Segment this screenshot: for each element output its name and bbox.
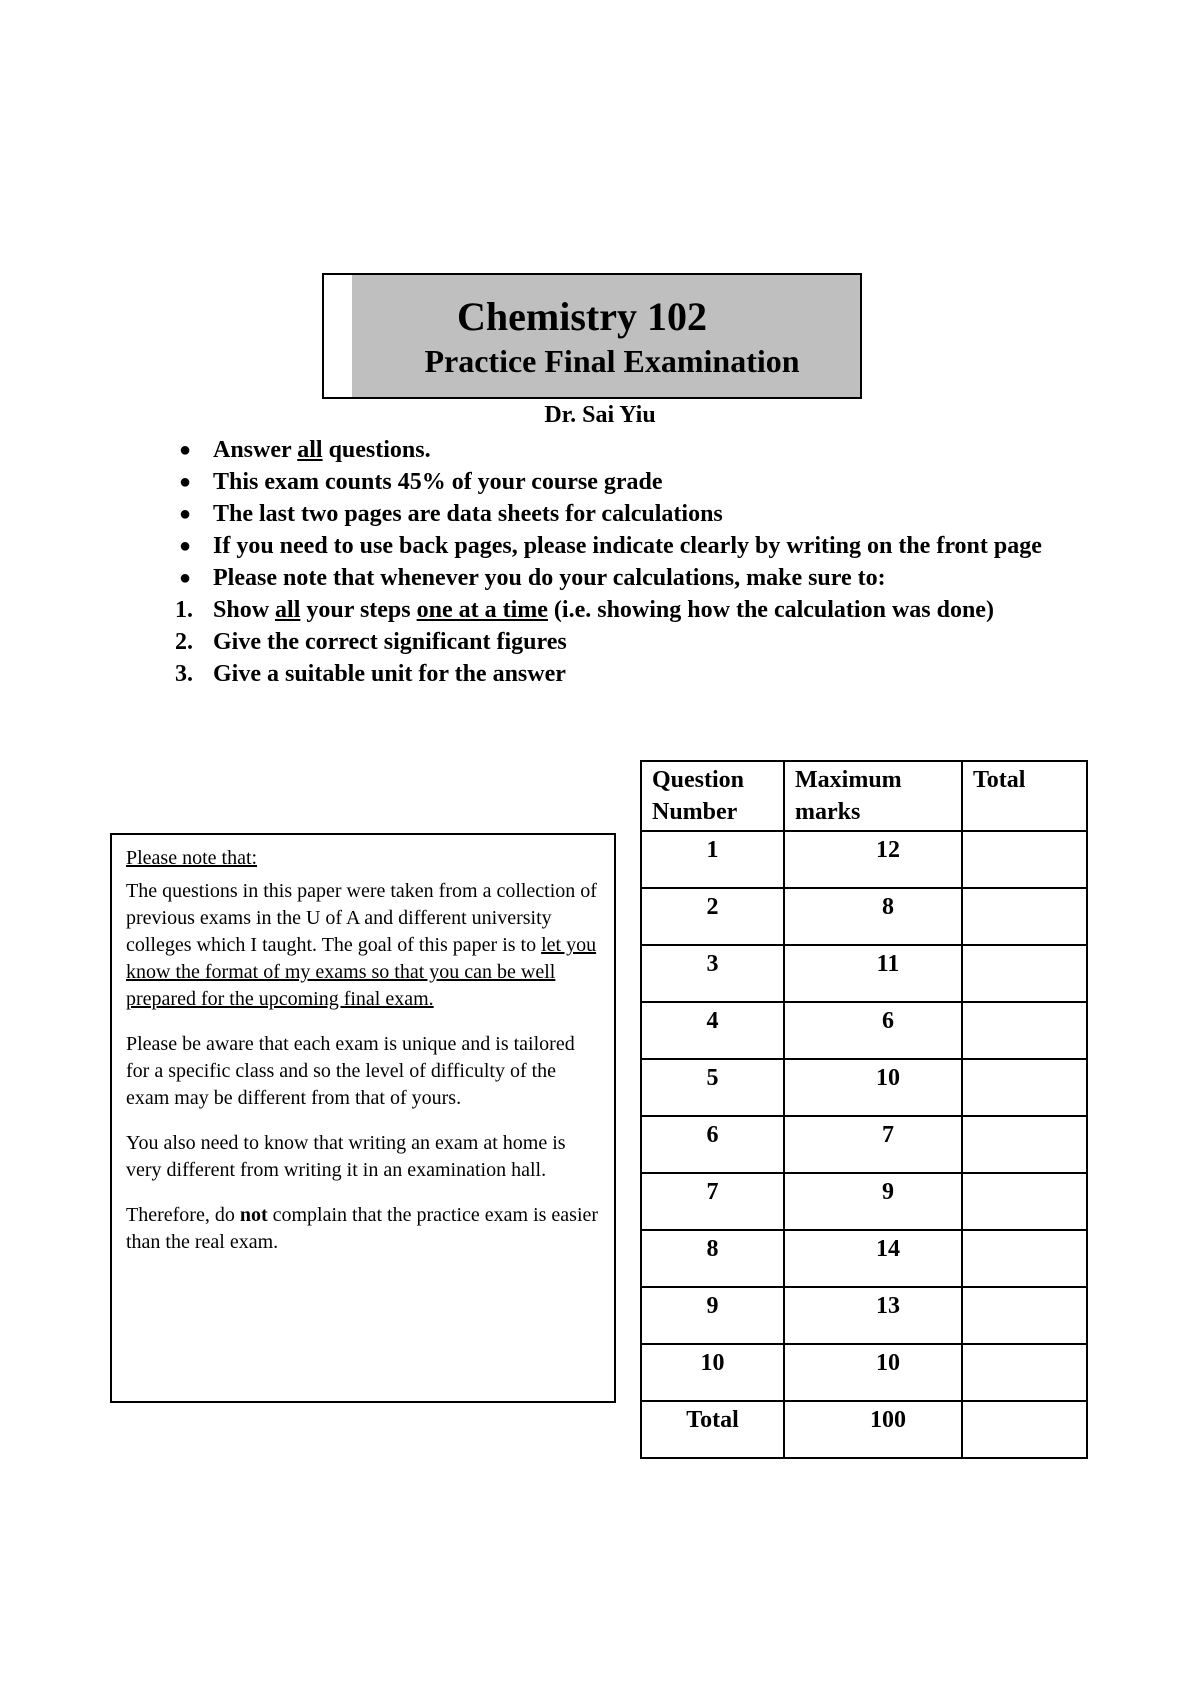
total-score-cell[interactable]: [962, 1401, 1087, 1458]
maximum-marks-cell: 10: [784, 1344, 962, 1401]
total-label-cell: Total: [641, 1401, 784, 1458]
note-text: complain that the practice exam is easier than the real exam.: [126, 1204, 599, 1253]
instruction-text: questions.: [322, 437, 431, 463]
maximum-marks-cell: 11: [784, 945, 962, 1002]
note-paragraph: [126, 1202, 600, 1256]
question-number-cell: 5: [641, 1059, 784, 1116]
header-total: Total: [962, 761, 1087, 831]
bullet-icon: ●: [179, 535, 192, 557]
instruction-item: [175, 434, 1095, 466]
step-number: 1.: [175, 597, 193, 623]
question-number-cell: 4: [641, 1002, 784, 1059]
table-header-row: [641, 761, 1087, 831]
bullet-icon: ●: [179, 503, 192, 525]
bullet-icon: ●: [179, 567, 192, 589]
table-row: [641, 1344, 1087, 1401]
note-paragraph: [126, 878, 600, 1013]
instruction-text: The last two pages are data sheets for calculations: [213, 501, 723, 527]
note-paragraph: Please be aware that each exam is unique and is tailored for a specific class and so the level of difficulty of the exam may be different from that of yours.: [126, 1033, 575, 1109]
instruction-item: [175, 530, 1095, 562]
step-text: Show: [213, 597, 276, 623]
score-cell[interactable]: [962, 1173, 1087, 1230]
maximum-marks-cell: 9: [784, 1173, 962, 1230]
question-number-cell: 6: [641, 1116, 784, 1173]
step-text: (i.e. showing how the calculation was done): [547, 597, 994, 623]
maximum-marks-cell: 7: [784, 1116, 962, 1173]
step-emphasis: one at a time: [416, 597, 548, 623]
step-text: Give a suitable unit for the answer: [213, 661, 566, 687]
step-text: your steps: [300, 597, 417, 623]
header-question-number: Question Number: [641, 761, 784, 831]
score-cell[interactable]: [962, 1344, 1087, 1401]
note-heading: Please note that:: [126, 847, 258, 869]
step-number: 2.: [175, 629, 193, 655]
maximum-marks-cell: 13: [784, 1287, 962, 1344]
note-paragraph: You also need to know that writing an exam at home is very different from writing it in an examination hall.: [126, 1132, 566, 1181]
maximum-marks-cell: 10: [784, 1059, 962, 1116]
question-number-cell: 7: [641, 1173, 784, 1230]
calculation-step: [175, 626, 1095, 658]
instruction-item: [175, 498, 1095, 530]
instruction-text: Answer: [213, 437, 298, 463]
practice-exam-note: [110, 833, 616, 1403]
table-row: [641, 1287, 1087, 1344]
table-row: [641, 1116, 1087, 1173]
table-row: [641, 1230, 1087, 1287]
score-cell[interactable]: [962, 1116, 1087, 1173]
maximum-marks-cell: 14: [784, 1230, 962, 1287]
course-title: Chemistry 102: [457, 294, 707, 339]
step-text: Give the correct significant figures: [213, 629, 567, 655]
maximum-marks-cell: 12: [784, 831, 962, 888]
score-cell[interactable]: [962, 831, 1087, 888]
question-number-cell: 8: [641, 1230, 784, 1287]
question-number-cell: 10: [641, 1344, 784, 1401]
note-emphasis: let you know the format of my exams so that you can be well prepared for the upcoming final exam.: [126, 934, 597, 1010]
total-max-cell: 100: [784, 1401, 962, 1458]
question-number-cell: 1: [641, 831, 784, 888]
marks-table: [640, 760, 1088, 1459]
score-cell[interactable]: [962, 1059, 1087, 1116]
table-row: [641, 1059, 1087, 1116]
calculation-step: [175, 594, 1095, 626]
score-cell[interactable]: [962, 1002, 1087, 1059]
score-cell[interactable]: [962, 1287, 1087, 1344]
bullet-icon: ●: [179, 439, 192, 461]
score-cell[interactable]: [962, 888, 1087, 945]
instruction-text: If you need to use back pages, please indicate clearly by writing on the front page: [213, 533, 1042, 559]
note-emphasis: not: [239, 1204, 268, 1226]
instruction-text: This exam counts 45% of your course grade: [213, 469, 663, 495]
header-maximum-marks: Maximum marks: [784, 761, 962, 831]
bullet-icon: ●: [179, 471, 192, 493]
table-row: [641, 831, 1087, 888]
calculation-step: [175, 658, 1095, 690]
score-cell[interactable]: [962, 1230, 1087, 1287]
exam-title: Practice Final Examination: [424, 343, 800, 379]
table-row: [641, 1002, 1087, 1059]
title-box: [322, 273, 862, 399]
score-cell[interactable]: [962, 945, 1087, 1002]
step-emphasis: all: [275, 597, 301, 623]
instructions-list: [175, 434, 1095, 690]
maximum-marks-cell: 6: [784, 1002, 962, 1059]
table-row: [641, 1173, 1087, 1230]
question-number-cell: 9: [641, 1287, 784, 1344]
step-number: 3.: [175, 661, 193, 687]
instruction-item: [175, 466, 1095, 498]
table-total-row: [641, 1401, 1087, 1458]
instruction-item: [175, 562, 1095, 594]
note-text: The questions in this paper were taken from a collection of previous exams in the U of A and different university colleges which I taught. The goal of this paper is to: [126, 880, 597, 956]
instructor-name: Dr. Sai Yiu: [544, 402, 656, 428]
question-number-cell: 2: [641, 888, 784, 945]
table-row: [641, 945, 1087, 1002]
instruction-emphasis: all: [297, 437, 323, 463]
maximum-marks-cell: 8: [784, 888, 962, 945]
instruction-text: Please note that whenever you do your calculations, make sure to:: [213, 565, 886, 591]
note-text: Therefore, do: [126, 1204, 240, 1226]
question-number-cell: 3: [641, 945, 784, 1002]
table-row: [641, 888, 1087, 945]
